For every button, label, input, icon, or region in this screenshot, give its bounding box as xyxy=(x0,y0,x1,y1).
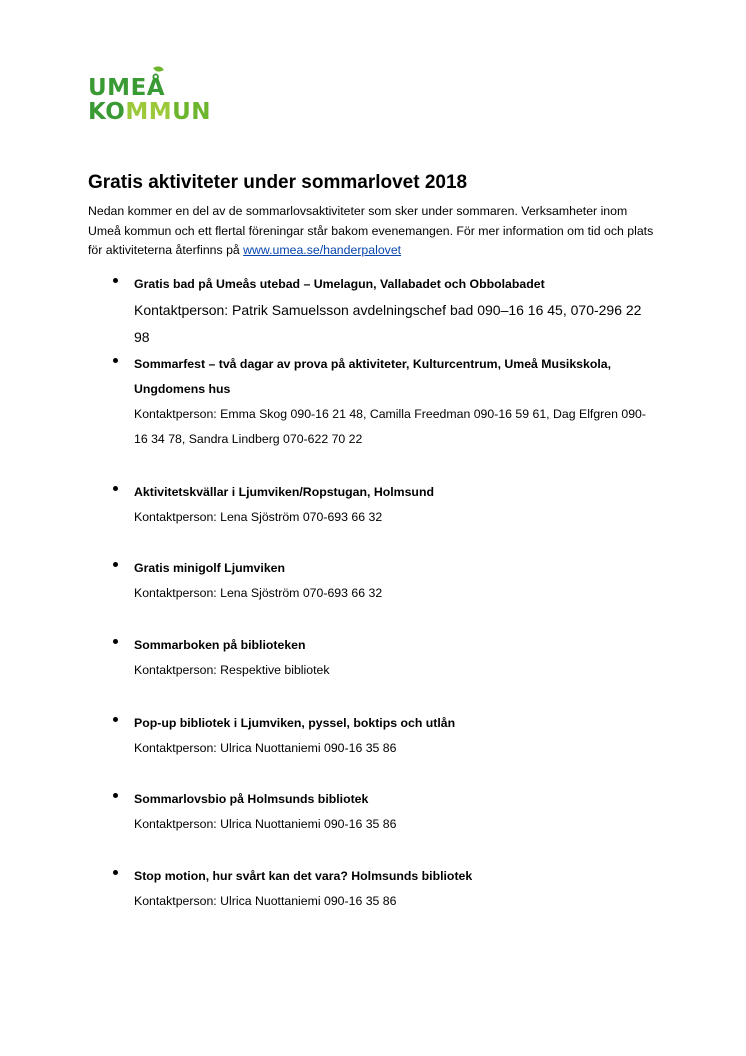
list-item xyxy=(134,787,654,837)
activity-title: Sommarfest – två dagar av prova på aktiviteter, Kulturcentrum, Umeå Musikskola, Ungdomens hus xyxy=(134,357,612,396)
activity-contact: Kontaktperson: Emma Skog 090-16 21 48, Camilla Freedman 090-16 59 61, Dag Elfgren 090-16 34 78, Sandra Lindberg 070-622 70 22 xyxy=(134,407,646,446)
list-item xyxy=(134,352,654,452)
activity-title: Aktivitetskvällar i Ljumviken/Ropstugan, Holmsund xyxy=(134,485,434,499)
info-link[interactable]: www.umea.se/handerpalovet xyxy=(243,243,402,257)
list-item xyxy=(134,711,654,761)
list-item xyxy=(134,633,654,683)
bullet-icon xyxy=(113,639,118,644)
bullet-icon xyxy=(113,562,118,567)
page-title: Gratis aktiviteter under sommarlovet 2018 xyxy=(88,172,468,193)
list-item xyxy=(134,864,654,914)
bullet-icon xyxy=(113,793,118,798)
activity-contact: Kontaktperson: Ulrica Nuottaniemi 090-16 35 86 xyxy=(134,817,397,831)
umea-kommun-logo xyxy=(88,76,211,124)
activity-contact: Kontaktperson: Ulrica Nuottaniemi 090-16 35 86 xyxy=(134,741,397,755)
bullet-icon xyxy=(113,486,118,491)
activity-contact: Kontaktperson: Ulrica Nuottaniemi 090-16 35 86 xyxy=(134,894,397,908)
activity-title: Pop-up bibliotek i Ljumviken, pyssel, boktips och utlån xyxy=(134,716,456,730)
activity-contact: Kontaktperson: Patrik Samuelsson avdelningschef bad 090–16 16 45, 070-296 22 98 xyxy=(134,302,642,345)
logo-line-kommun: KOMMUN xyxy=(88,99,212,125)
list-item xyxy=(134,272,654,351)
activity-title: Stop motion, hur svårt kan det vara? Holmsunds bibliotek xyxy=(134,869,473,883)
activity-title: Sommarboken på biblioteken xyxy=(134,638,306,652)
bullet-icon xyxy=(113,358,118,363)
list-item xyxy=(134,556,654,606)
leaf-icon xyxy=(153,65,164,74)
bullet-icon xyxy=(113,278,118,283)
activity-title: Gratis bad på Umeås utebad – Umelagun, Vallabadet och Obbolabadet xyxy=(134,277,545,291)
activity-contact: Kontaktperson: Lena Sjöström 070-693 66 32 xyxy=(134,586,383,600)
activity-contact: Kontaktperson: Respektive bibliotek xyxy=(134,663,330,677)
bullet-icon xyxy=(113,717,118,722)
list-item xyxy=(134,480,654,530)
logo-line-umea: UMEÅ xyxy=(88,75,166,101)
activity-title: Sommarlovsbio på Holmsunds bibliotek xyxy=(134,792,369,806)
bullet-icon xyxy=(113,870,118,875)
intro-paragraph xyxy=(88,202,658,261)
intro-text: Nedan kommer en del av de sommarlovsaktiviteter som sker under sommaren. Verksamheter inom Umeå kommun och ett flertal föreningar står bakom evenemangen. För mer information om tid och plats för aktiviteterna återfinns på xyxy=(88,204,654,257)
activity-contact: Kontaktperson: Lena Sjöström 070-693 66 32 xyxy=(134,510,383,524)
activity-title: Gratis minigolf Ljumviken xyxy=(134,561,286,575)
